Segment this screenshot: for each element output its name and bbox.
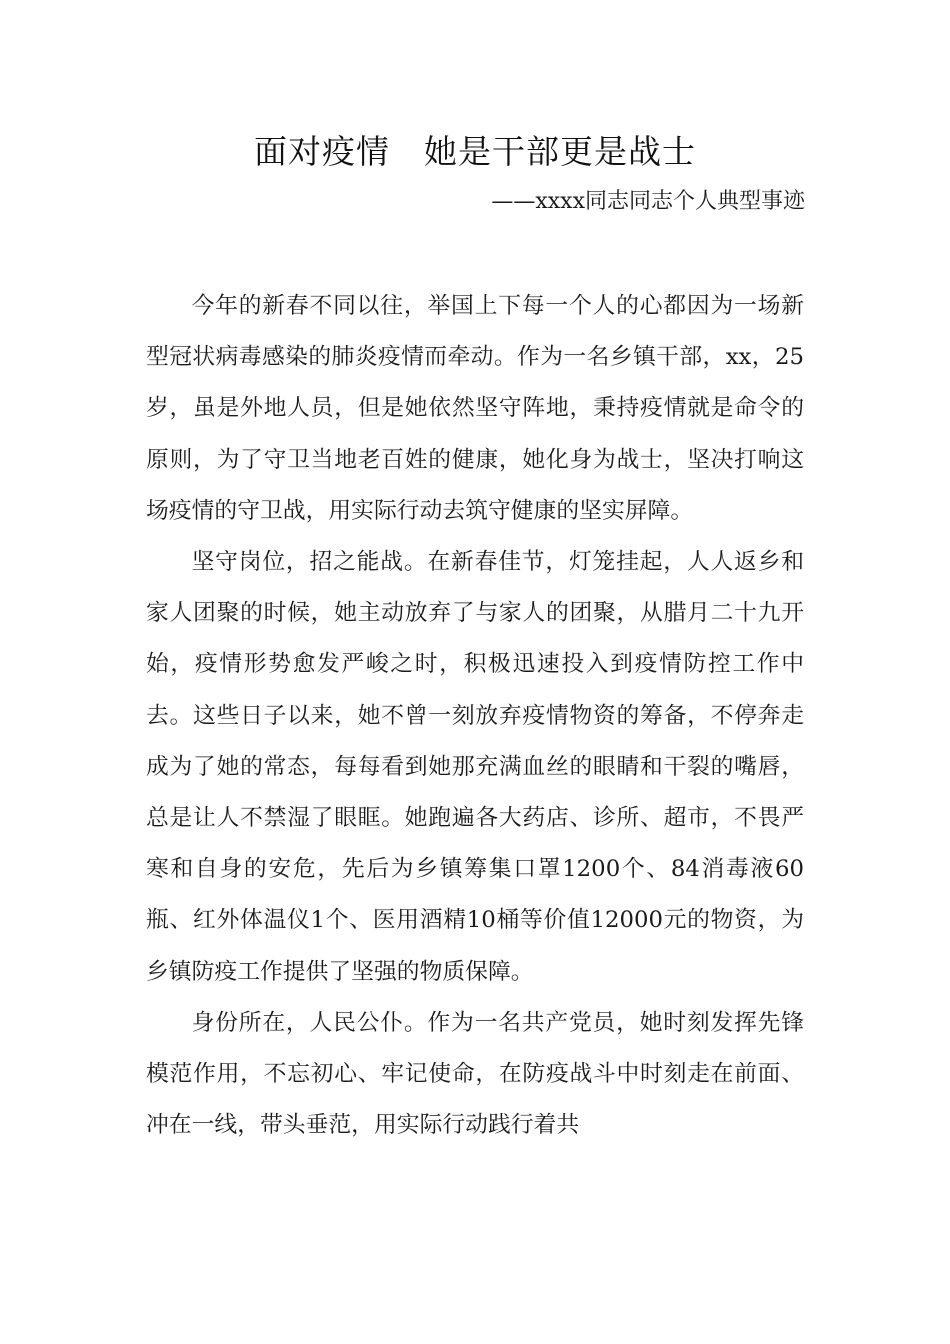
paragraph-intro: 今年的新春不同以往，举国上下每一个人的心都因为一场新型冠状病毒感染的肺炎疫情而牵动。作为一名乡镇干部，xx，25岁，虽是外地人员，但是她依然坚守阵地，秉持疫情就是命令的原则，为了守卫当地老百姓的健康，她化身为战士，坚决打响这场疫情的守卫战，用实际行动去筑守健康的坚实屏障。 xyxy=(146,293,804,524)
paragraph-public-servant: 身份所在，人民公仆。作为一名共产党员，她时刻发挥先锋模范作用，不忘初心、牢记使命，在防疫战斗中时刻走在前面、冲在一线，带头垂范，用实际行动践行着共 xyxy=(146,1009,804,1139)
paragraph-guarding-post: 坚守岗位，招之能战。在新春佳节，灯笼挂起，人人返乡和家人团聚的时候，她主动放弃了与家人的团聚，从腊月二十九开始，疫情形势愈发严峻之时，积极迅速投入到疫情防控工作中去。这些日子以来，她不曾一刻放弃疫情物资的筹备，不停奔走成为了她的常态，每每看到她那充满血丝的眼睛和干裂的嘴唇，总是让人不禁湿了眼眶。她跑遍各大药店、诊所、超市，不畏严寒和自身的安危，先后为乡镇筹集口罩1200个、84消毒液60瓶、红外体温仪1个、医用酒精10桶等价值12000元的物资，为乡镇防疫工作提供了坚强的物质保障。 xyxy=(146,549,804,985)
document-title: 面对疫情 她是干部更是战士 xyxy=(254,132,696,171)
document-subtitle: ——xxxx同志同志个人典型事迹 xyxy=(491,189,805,214)
document-body xyxy=(146,281,804,1151)
